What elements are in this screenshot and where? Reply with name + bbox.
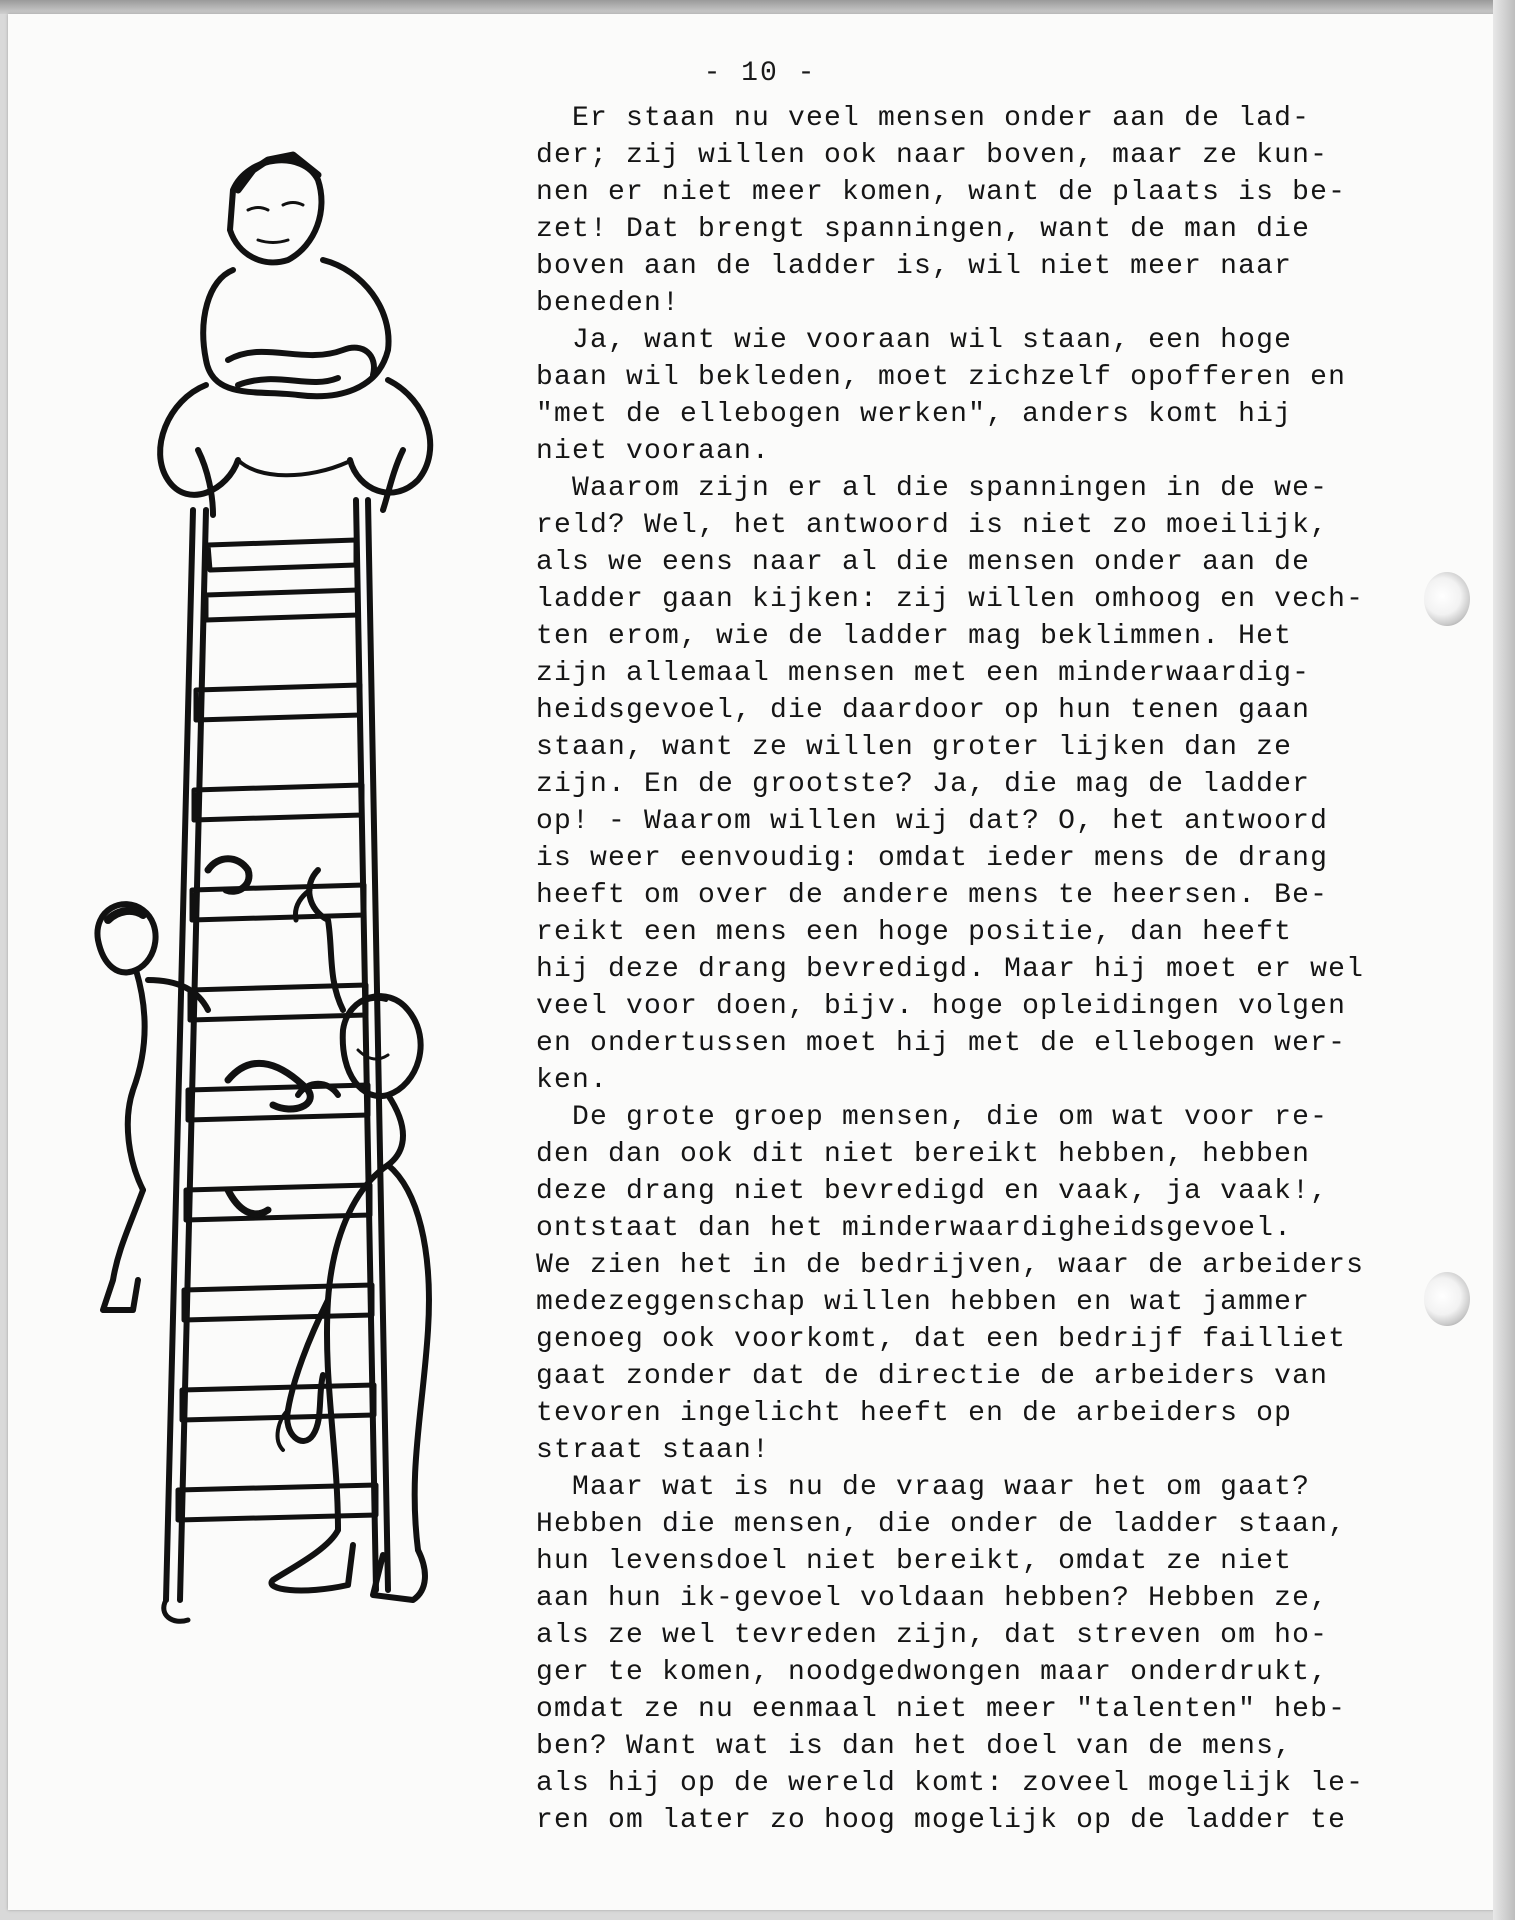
text-line: "met de ellebogen werken", anders komt hij (536, 399, 1293, 430)
text-line: reld? Wel, het antwoord is niet zo moeilijk, (536, 510, 1329, 541)
text-line: der; zij willen ook naar boven, maar ze kun- (536, 140, 1329, 171)
text-line: reikt een mens een hoge positie, dan heeft (536, 917, 1293, 948)
text-line: ben? Want wat is dan het doel van de mens, (536, 1731, 1293, 1762)
text-line: als hij op de wereld komt: zoveel mogelijk le- (536, 1768, 1365, 1799)
text-line: heeft om over de andere mens te heersen. Be- (536, 880, 1329, 911)
text-line: niet vooraan. (536, 436, 771, 467)
text-line: straat staan! (536, 1435, 771, 1466)
text-line: zijn allemaal mensen met een minderwaardig- (536, 658, 1311, 689)
text-line: deze drang niet bevredigd en vaak, ja vaak!, (536, 1176, 1329, 1207)
text-line: heidsgevoel, die daardoor op hun tenen gaan (536, 695, 1311, 726)
text-line: gaat zonder dat de directie de arbeiders van (536, 1361, 1329, 1392)
text-line: aan hun ik-gevoel voldaan hebben? Hebben ze, (536, 1583, 1329, 1614)
text-line: omdat ze nu eenmaal niet meer "talenten" heb- (536, 1694, 1347, 1725)
text-line: veel voor doen, bijv. hoge opleidingen volgen (536, 991, 1347, 1022)
article-text (536, 100, 1456, 1839)
text-line: De grote groep mensen, die om wat voor re- (536, 1102, 1329, 1133)
text-line: Ja, want wie vooraan wil staan, een hoge (536, 325, 1293, 356)
text-line: boven aan de ladder is, wil niet meer naar (536, 251, 1293, 282)
text-line: medezeggenschap willen hebben en wat jammer (536, 1287, 1311, 1318)
text-line: ger te komen, noodgedwongen maar onderdrukt, (536, 1657, 1329, 1688)
text-line: Hebben die mensen, die onder de ladder staan, (536, 1509, 1347, 1540)
text-line: hun levensdoel niet bereikt, omdat ze niet (536, 1546, 1293, 1577)
text-line: hij deze drang bevredigd. Maar hij moet er wel (536, 954, 1365, 985)
text-line: Er staan nu veel mensen onder aan de lad- (536, 103, 1311, 134)
text-line: ren om later zo hoog mogelijk op de ladder te (536, 1805, 1347, 1836)
text-line: We zien het in de bedrijven, waar de arbeiders (536, 1250, 1365, 1281)
text-line: ken. (536, 1065, 609, 1096)
text-line: Maar wat is nu de vraag waar het om gaat? (536, 1472, 1311, 1503)
text-line: zet! Dat brengt spanningen, want de man die (536, 214, 1311, 245)
text-line: als we eens naar al die mensen onder aan de (536, 547, 1311, 578)
text-line: zijn. En de grootste? Ja, die mag de ladder (536, 769, 1311, 800)
text-line: nen er niet meer komen, want de plaats is be- (536, 177, 1347, 208)
ladder-cartoon-icon (88, 150, 508, 1700)
page-number: - 10 - (703, 58, 817, 89)
text-line: tevoren ingelicht heeft en de arbeiders op (536, 1398, 1293, 1429)
text-line: beneden! (536, 288, 681, 319)
text-line: is weer eenvoudig: omdat ieder mens de drang (536, 843, 1329, 874)
text-line: Waarom zijn er al die spanningen in de we- (536, 473, 1329, 504)
text-line: en ondertussen moet hij met de ellebogen wer- (536, 1028, 1347, 1059)
scan-right-edge (1493, 0, 1515, 1920)
text-line: genoeg ook voorkomt, dat een bedrijf failliet (536, 1324, 1347, 1355)
text-line: staan, want ze willen groter lijken dan ze (536, 732, 1293, 763)
text-line: ten erom, wie de ladder mag beklimmen. Het (536, 621, 1293, 652)
text-line: ontstaat dan het minderwaardigheidsgevoel. (536, 1213, 1293, 1244)
text-line: den dan ook dit niet bereikt hebben, hebben (536, 1139, 1311, 1170)
text-line: baan wil bekleden, moet zichzelf opofferen en (536, 362, 1347, 393)
text-line: op! - Waarom willen wij dat? O, het antwoord (536, 806, 1329, 837)
text-line: ladder gaan kijken: zij willen omhoog en vech- (536, 584, 1365, 615)
scan-top-edge (0, 0, 1515, 14)
text-line: als ze wel tevreden zijn, dat streven om ho- (536, 1620, 1329, 1651)
